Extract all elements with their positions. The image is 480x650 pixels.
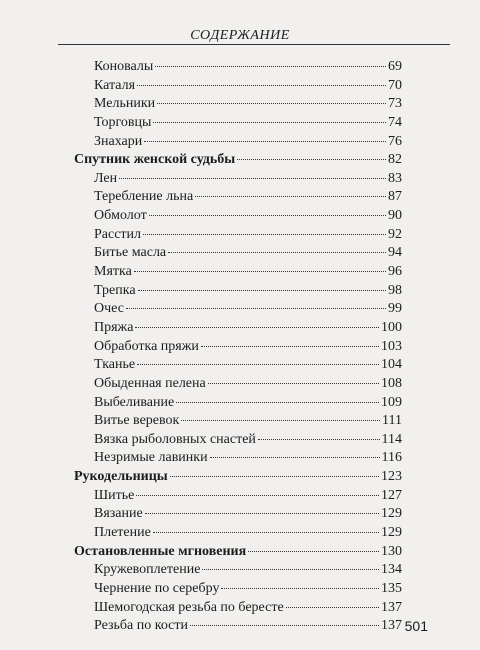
toc-entry	[74, 524, 402, 543]
toc-entry-title: Кружевоплетение	[94, 562, 201, 578]
toc-entry	[74, 561, 402, 580]
toc-entry	[74, 580, 402, 599]
dot-leader	[136, 495, 379, 496]
toc-entry-page: 99	[388, 301, 402, 317]
toc-entry-title: Выбеливание	[94, 394, 175, 410]
toc-entry-title: Плетение	[94, 525, 151, 541]
dot-leader	[157, 103, 386, 104]
dot-leader	[190, 625, 379, 626]
toc-entry-page: 134	[381, 562, 402, 578]
toc-entry	[74, 77, 402, 96]
toc-entry	[74, 617, 402, 636]
toc-entry	[74, 263, 402, 282]
page-number: 501	[404, 618, 428, 634]
toc-entry	[74, 487, 402, 506]
toc-entry-title: Лен	[94, 170, 118, 186]
toc-entry-title: Незримые лавинки	[94, 450, 208, 466]
toc-entry-title: Тканье	[94, 357, 136, 373]
toc-entry-title: Шемогодская резьба по бересте	[94, 599, 284, 615]
dot-leader	[137, 364, 379, 365]
toc-entry-title: Расстил	[94, 226, 142, 242]
toc-entry-page: 135	[381, 580, 402, 596]
dot-leader	[137, 85, 386, 86]
toc-entry-title: Чернение по серебру	[94, 580, 220, 596]
toc-entry-page: 111	[382, 413, 402, 429]
toc-entry-page: 90	[388, 208, 402, 224]
toc-entry-title: Мельники	[94, 96, 156, 112]
dot-leader	[181, 420, 380, 421]
toc-entry-title: Очес	[94, 301, 124, 317]
toc-entry-page: 87	[388, 189, 402, 205]
toc-entry-title: Битье масла	[94, 245, 167, 261]
toc-entry-page: 137	[381, 599, 402, 615]
toc-entry-title: Обмолот	[94, 208, 147, 224]
toc-entry-title: Трепка	[94, 282, 136, 298]
toc-entry-title: Коновалы	[94, 59, 154, 74]
running-header-title: СОДЕРЖАНИЕ	[190, 28, 290, 43]
toc-entry	[74, 114, 402, 133]
toc-entry-title: Резьба по кости	[94, 618, 188, 634]
toc-entry	[74, 207, 402, 226]
dot-leader	[237, 159, 386, 160]
toc-entry-page: 130	[381, 543, 402, 559]
dot-leader	[168, 252, 386, 253]
toc-entry-title: Витье веревок	[94, 413, 180, 429]
toc-entry	[74, 133, 402, 152]
toc-entry-page: 116	[381, 450, 402, 466]
header-divider	[58, 44, 450, 45]
toc-entry-page: 82	[388, 152, 402, 168]
dot-leader	[258, 439, 380, 440]
toc-entry-title: Вязание	[94, 506, 143, 522]
toc-entry-title: Мятка	[94, 264, 132, 280]
toc-entry-title: Рукодельницы	[74, 469, 168, 485]
toc-entry	[74, 338, 402, 357]
toc-entry	[74, 95, 402, 114]
toc-entry-title: Спутник женской судьбы	[74, 152, 236, 168]
toc-entry-page: 129	[381, 506, 402, 522]
toc-entry-title: Обработка пряжи	[94, 338, 199, 354]
toc-entry	[74, 449, 402, 468]
toc-entry-page: 108	[381, 375, 402, 391]
toc-section-entry	[74, 468, 402, 487]
toc-entry-page: 76	[388, 133, 402, 149]
dot-leader	[149, 215, 386, 216]
dot-leader	[210, 457, 380, 458]
toc-entry	[74, 319, 402, 338]
toc-section-entry	[74, 151, 402, 170]
dot-leader	[119, 178, 386, 179]
toc-entry-title: Обыденная пелена	[94, 375, 206, 391]
dot-leader	[155, 66, 386, 67]
dot-leader	[195, 196, 386, 197]
dot-leader	[176, 402, 379, 403]
toc-entry	[74, 412, 402, 431]
toc-entry-page: 94	[388, 245, 402, 261]
toc-entry-title: Знахари	[94, 133, 143, 149]
dot-leader	[208, 383, 379, 384]
toc-entry-page: 127	[381, 487, 402, 503]
toc-entry-title: Торговцы	[94, 114, 152, 130]
toc-entry-title: Вязка рыболовных снастей	[94, 431, 256, 447]
toc-entry	[74, 356, 402, 375]
toc-entry-page: 96	[388, 264, 402, 280]
toc-entry	[74, 505, 402, 524]
toc-entry-page: 92	[388, 226, 402, 242]
toc-entry-page: 70	[388, 77, 402, 93]
dot-leader	[126, 308, 386, 309]
toc-entry-page: 104	[381, 357, 402, 373]
toc-entry-title: Остановленные мгновения	[74, 543, 247, 559]
toc-entry-title: Пряжа	[94, 319, 134, 335]
toc-entry	[74, 599, 402, 618]
dot-leader	[138, 290, 386, 291]
toc-entry-title: Теребление льна	[94, 189, 194, 205]
toc-entry	[74, 188, 402, 207]
dot-leader	[286, 607, 379, 608]
table-of-contents	[74, 58, 402, 636]
toc-entry-page: 123	[381, 469, 402, 485]
toc-entry-page: 83	[388, 170, 402, 186]
toc-entry	[74, 170, 402, 189]
toc-entry	[74, 394, 402, 413]
toc-entry-title: Каталя	[94, 77, 136, 93]
toc-entry-page: 73	[388, 96, 402, 112]
dot-leader	[202, 569, 379, 570]
toc-entry-title: Шитье	[94, 487, 135, 503]
toc-entry	[74, 282, 402, 301]
toc-entry-page: 114	[381, 431, 402, 447]
toc-entry	[74, 244, 402, 263]
dot-leader	[145, 513, 379, 514]
toc-entry-page: 129	[381, 525, 402, 541]
dot-leader	[201, 346, 379, 347]
toc-entry	[74, 375, 402, 394]
toc-section-entry	[74, 543, 402, 562]
dot-leader	[144, 141, 386, 142]
dot-leader	[248, 551, 379, 552]
toc-entry-page: 98	[388, 282, 402, 298]
toc-entry	[74, 431, 402, 450]
toc-entry-page: 103	[381, 338, 402, 354]
dot-leader	[135, 327, 379, 328]
toc-entry-page: 74	[388, 114, 402, 130]
dot-leader	[143, 234, 386, 235]
toc-entry-page: 100	[381, 319, 402, 335]
dot-leader	[221, 588, 379, 589]
toc-entry-page: 109	[381, 394, 402, 410]
dot-leader	[170, 476, 379, 477]
toc-entry-page: 137	[381, 618, 402, 634]
toc-entry	[74, 300, 402, 319]
dot-leader	[153, 532, 379, 533]
toc-entry	[74, 58, 402, 77]
dot-leader	[153, 122, 386, 123]
toc-entry	[74, 226, 402, 245]
toc-entry-page: 69	[388, 59, 402, 74]
dot-leader	[134, 271, 386, 272]
